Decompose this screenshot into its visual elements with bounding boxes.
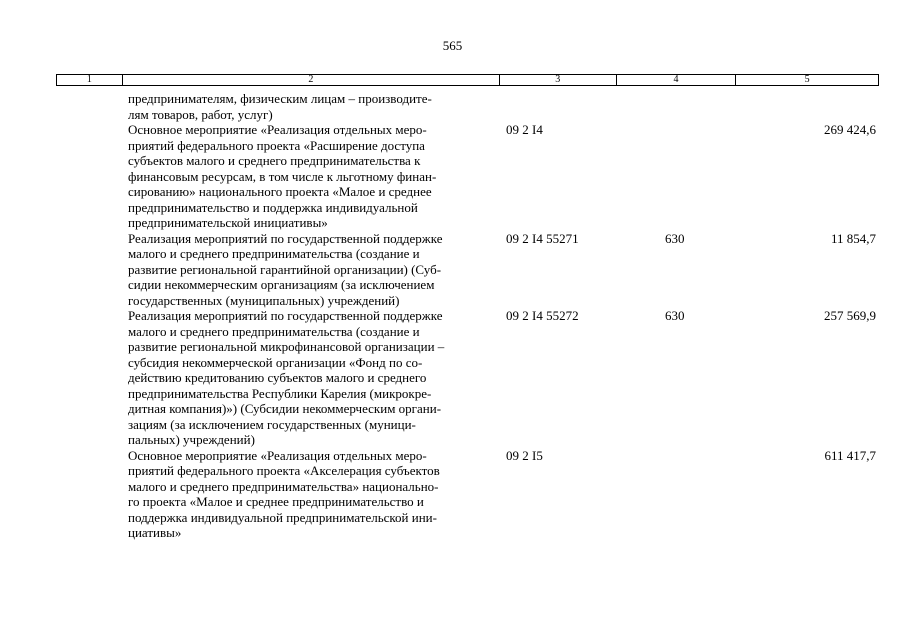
row-description: Основное мероприятие «Реализация отдельных меро- приятий федерального проекта «Акселерация субъектов малого и среднего предпринимательства» национально- го проекта «Малое и среднее предпринимательство и поддержка индивидуальной предпринимательской ини- циативы» bbox=[128, 447, 440, 540]
column-header-2: 2 bbox=[123, 75, 500, 85]
row-expense-type: 630 bbox=[665, 308, 685, 323]
row-description: предпринимателям, физическим лицам – производите- лям товаров, работ, услуг) bbox=[128, 91, 432, 122]
row-amount: 611 417,7 bbox=[824, 447, 876, 463]
table-row bbox=[128, 122, 888, 231]
row-expense-type: 630 bbox=[665, 230, 685, 246]
row-description: Реализация мероприятий по государственной поддержке малого и среднего предпринимательства (создание и развитие региональной микрофинансовой организации – субсидия некоммерческой организации «Фонд по со- действию кредитованию субъектов малого и среднего предпринимательства Республики Карелия (микрокре- дитная компания)») (Субсидии некоммерческим органи- зациям (за исключением государственных (муници- пальных) учреждений) bbox=[128, 308, 445, 447]
row-code: 09 2 I4 55271 bbox=[506, 230, 579, 246]
column-header-5: 5 bbox=[804, 74, 810, 85]
row-amount: 269 424,6 bbox=[824, 122, 876, 137]
row-description: Основное мероприятие «Реализация отдельных меро- приятий федерального проекта «Расширение доступа субъектов малого и среднего предпринимательства к финансовым ресурсам, в том числе к льготному финан- сированию» национального проекта «Малое и среднее предпринимательство и поддержка индивидуальной предпринимательской инициативы» bbox=[128, 122, 437, 230]
row-amount: 257 569,9 bbox=[824, 308, 876, 323]
row-code: 09 2 I5 bbox=[506, 447, 543, 463]
row-amount: 11 854,7 bbox=[830, 230, 876, 246]
table-row bbox=[128, 448, 888, 541]
table-row bbox=[128, 231, 888, 309]
row-code: 09 2 I4 55272 bbox=[506, 308, 579, 323]
table-body bbox=[128, 91, 888, 541]
row-code: 09 2 I4 bbox=[506, 122, 543, 137]
table-row bbox=[128, 91, 888, 122]
table-row bbox=[128, 308, 888, 448]
page-number: 565 bbox=[442, 38, 463, 53]
table-column-header bbox=[56, 74, 879, 86]
column-header-1: 1 bbox=[57, 75, 123, 85]
row-description: Реализация мероприятий по государственной поддержке малого и среднего предпринимательства (создание и развитие региональной гарантийной организации) (Суб- сидии некоммерческим организациям (за исключением государственных (муниципальных) учреждений) bbox=[128, 230, 443, 308]
column-header-3: 3 bbox=[500, 75, 617, 85]
column-header-4: 4 bbox=[617, 75, 737, 85]
